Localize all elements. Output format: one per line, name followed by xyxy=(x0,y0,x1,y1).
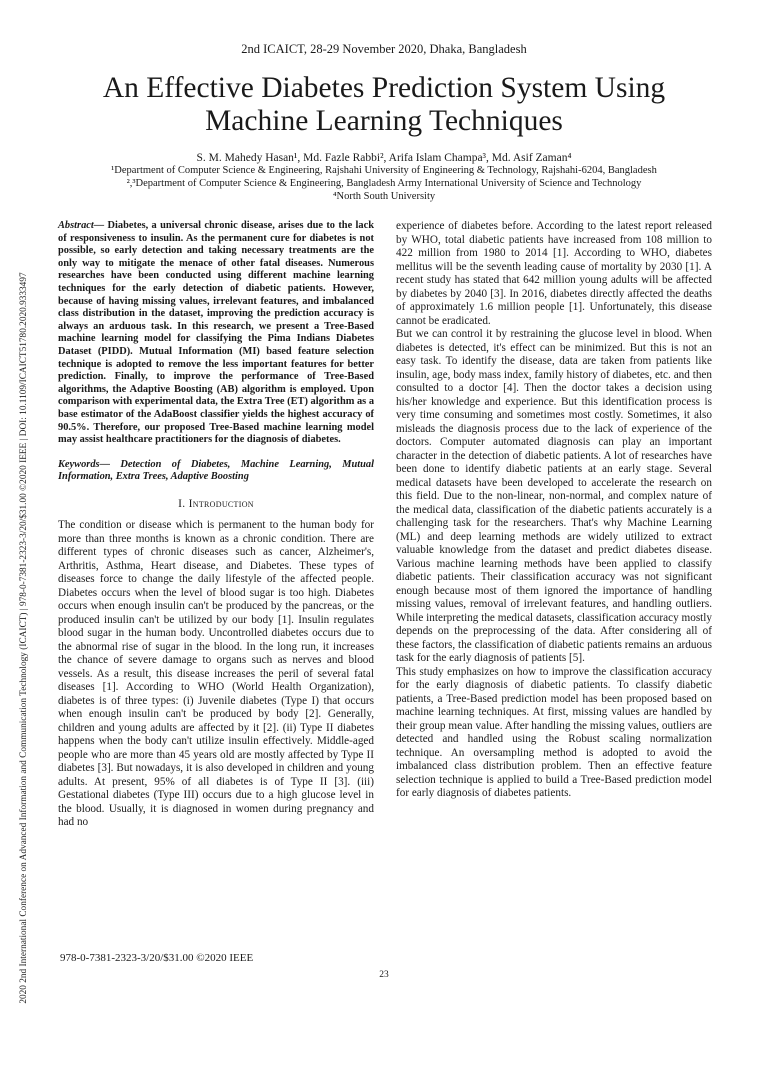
paper-title xyxy=(60,72,708,138)
right-paragraph-3: This study emphasizes on how to improve the classification accuracy for the early diagnosis of diabetic patients. To classify diabetic patients, a Tree-Based prediction model has been proposed based on machine learning techniques. At first, missing values are handled by their group mean value. After handling the missing values, outliers are detected and handled using the Robust scaling normalization technique. An oversampling method is adopted to avoid the imbalanced class distribution problem. Then an effective feature selection technique is applied to build a Tree-Based prediction model for early diagnosis of diabetes patients. xyxy=(396,665,712,799)
page-number: 23 xyxy=(379,970,389,980)
abstract-lead: Abstract— xyxy=(58,220,105,231)
section-title: Introduction xyxy=(188,497,254,510)
title-line-2: Machine Learning Techniques xyxy=(205,105,563,137)
abstract-body: Diabetes, a universal chronic disease, arises due to the lack of responsiveness to insulin. As the permanent cure for diabetes is not possible, so early detection and taking necessary treatments are the only way to mitigate the menace of other fatal diseases. Numerous researches have been conducted using different machine learning techniques for the early detection of diabetic patients. However, because of having missing values, irrelevant features, and imbalanced class distribution in the dataset, improving the prediction accuracy is always an arduous task. In this research, we present a Tree-Based machine learning model for classifying the Pima Indians Diabetes Dataset (PIDD). Mutual Information (MI) based feature selection technique is adopted to remove the less important features for better prediction. Finally, to improve the performance of Tree-Based algorithms, the Adaptive Boosting (AB) algorithm is employed. Upon comparison with experimental data, the Extra Tree (ET) algorithm as a base estimator of the AdaBoost classifier yields the highest accuracy of 90.5%. Therefore, our proposed Tree-Based machine learning model may assist healthcare practitioners for the diagnosis of diabetes. xyxy=(58,220,375,446)
affiliation-1: ¹Department of Computer Science & Engineering, Rajshahi University of Engineering & Technology, Rajshahi-6204, Bangladesh xyxy=(111,165,657,176)
left-column xyxy=(58,220,374,830)
right-paragraph-2: But we can control it by restraining the glucose level in blood. When diabetes is detected, it's effect can be minimized. But this is not an easy task. To identify the disease, data are taken from patients like insulin, age, body mass index, family history of diabetes, etc. and then consulted to a doctor [4]. Then the doctor takes a decision using his/her knowledge and experience. But this identification process is very time consuming and sometimes most costly. Sometimes, it also misleads the diagnosis process due to the lack of experience of the doctors. Computer automated diagnosis can play an important character in the detection of diabetic patients. A lot of researches have been done to identify diabetic patients at an early stage. Several medical datasets have been developed to accelerate the research on this field. Due to the non-linear, non-normal, and complex nature of the medical data, classification of the diabetic patients accurately is a challenging task for the researchers. That's why Machine Learning (ML) and deep learning methods are widely utilized to extract valuable knowledge from the dataset and predict diabetes disease. Various machine learning methods have been applied to classify diabetic patients. Their classification accuracy was not significant enough because most of them ignored the importance of handling missing values, removal of irrelevant features, and handling outliers. While interpreting the medical datasets, classification accuracy mostly depends on the preprocessing of the data. After considering all of these factors, the classification of diabetic patients remains an arduous task for the early diagnosis of patients [5]. xyxy=(396,328,712,664)
section-heading-introduction xyxy=(58,498,374,512)
affiliation-2: ²,³Department of Computer Science & Engineering, Bangladesh Army International University of Science and Technology xyxy=(126,178,642,189)
affiliation-3: ⁴North South University xyxy=(332,191,436,202)
intro-paragraph-left: The condition or disease which is permanent to the human body for more than three months is known as a chronic condition. There are different types of chronic diseases such as cancer, Alzheimer's, Arthritis, Asthma, Heart disease, and Diabetes. These types of diseases force to change the daily lifestyle of the affected people. Diabetes occurs when the level of blood sugar is too high. Diabetes occurs when enough insulin can't be produced by the pancreas, or the produced insulin can't be utilized by our body [1]. Insulin regulates blood sugar in the human body. Uncontrolled diabetes occurs due to the abnormal rise of sugar in the blood. In the long run, it increases the chance of severe damage to organs such as nerves and blood vessels. As a result, this disease increases the peril of several fatal diseases [1]. According to WHO (World Health Organization), diabetes is of three types: (i) Juvenile diabetes (Type I) that occurs when enough insulin can't be produced by body [2]. Generally, children and young adults are affected by it [2]. (ii) Type II diabetes happens when the body can't utilize insulin effectively. Middle-aged people who are more than 45 years old are mostly affected by Type II diabetes [3]. But nowadays, it is also developed in children and young adults. At present, 95% of all diabetes is of Type II [3]. (iii) Gestational diabetes (Type III) occurs due to a high glucose level in the blood. Usually, it is diagnosed in women during pregnancy and had no xyxy=(58,519,374,829)
abstract xyxy=(58,220,374,447)
doi-side-strip: 2020 2nd International Conference on Advanced Information and Communication Technology (ICAICT) | 978-0-7381-2323-3/20/$31.00 ©2020 IEEE | DOI: 10.1109/ICAICT51780.2020.9333497 xyxy=(19,272,29,1004)
conference-header: 2nd ICAICT, 28-29 November 2020, Dhaka, Bangladesh xyxy=(241,42,527,56)
title-line-1: An Effective Diabetes Prediction System Using xyxy=(102,72,666,104)
keywords: Keywords— Detection of Diabetes, Machine Learning, Mutual Information, Extra Trees, Adaptive Boosting xyxy=(58,458,374,483)
copyright-footer: 978-0-7381-2323-3/20/$31.00 ©2020 IEEE xyxy=(60,952,254,964)
right-column xyxy=(396,220,712,801)
section-number: I. xyxy=(178,497,186,510)
author-list: S. M. Mahedy Hasan¹, Md. Fazle Rabbi², Arifa Islam Champa³, Md. Asif Zaman⁴ xyxy=(196,152,572,164)
right-paragraph-1: experience of diabetes before. According to the latest report released by WHO, total diabetic patients have increased from 108 million to 422 million from 1980 to 2014 [1]. According to WHO, diabetes mellitus will be the seventh leading cause of mortality by 2030 [1]. A recent study has stated that 642 million young adults will be affected by diabetes by 2040 [3]. In 2016, diabetes directly affected the deaths of approximately 1.6 million people [1]. Unfortunately, this disease cannot be eradicated. xyxy=(396,220,712,327)
